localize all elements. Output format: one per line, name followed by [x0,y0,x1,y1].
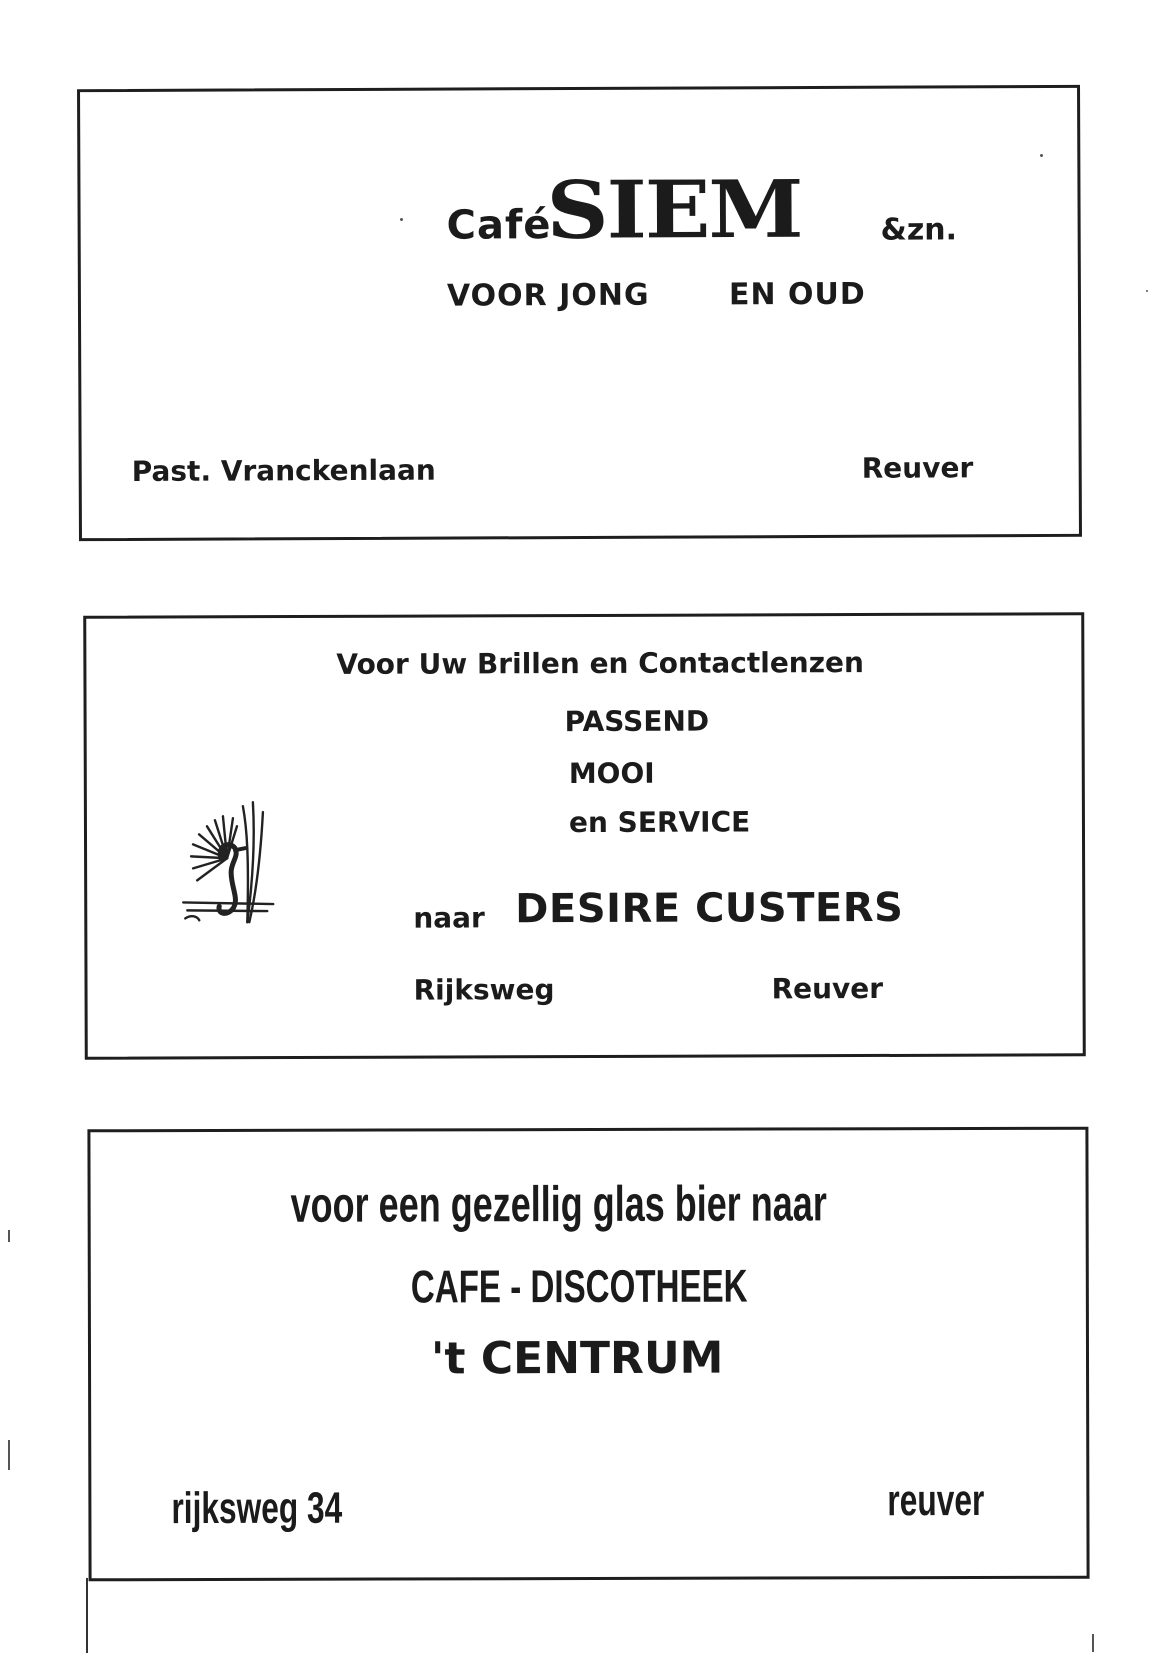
business-name: DESIRE CUSTERS [515,884,904,933]
address: Past. Vranckenlaan [131,453,436,488]
ad-t-centrum [87,1127,1089,1582]
ad-intro: voor een gezellig glas bier naar [290,1175,827,1233]
city: Reuver [861,451,974,485]
address: rijksweg 34 [171,1483,343,1534]
business-name: SIEM [546,163,802,258]
ad-desire-custers [83,612,1086,1059]
feature-line-1: PASSEND [564,704,710,739]
business-name: 't CENTRUM [430,1332,724,1385]
page-edge-line [86,1578,88,1653]
feature-line-2: MOOI [568,756,655,791]
ad-intro: Voor Uw Brillen en Contactlenzen [336,646,864,681]
business-suffix: &zn. [880,212,958,248]
business-type: CAFE - DISCOTHEEK [410,1259,748,1313]
city: reuver [887,1475,985,1526]
slogan-part-1: VOOR JONG [446,277,650,314]
city: Reuver [771,971,884,1006]
seahorse-reed-logo-icon [177,798,277,928]
address: Rijksweg [413,973,555,1007]
slogan-part-2: EN OUD [728,276,866,313]
ad-cafe-siem [77,85,1082,541]
cafe-label: Café [446,202,552,249]
feature-line-3: en SERVICE [568,805,751,840]
to-label: naar [413,901,485,935]
